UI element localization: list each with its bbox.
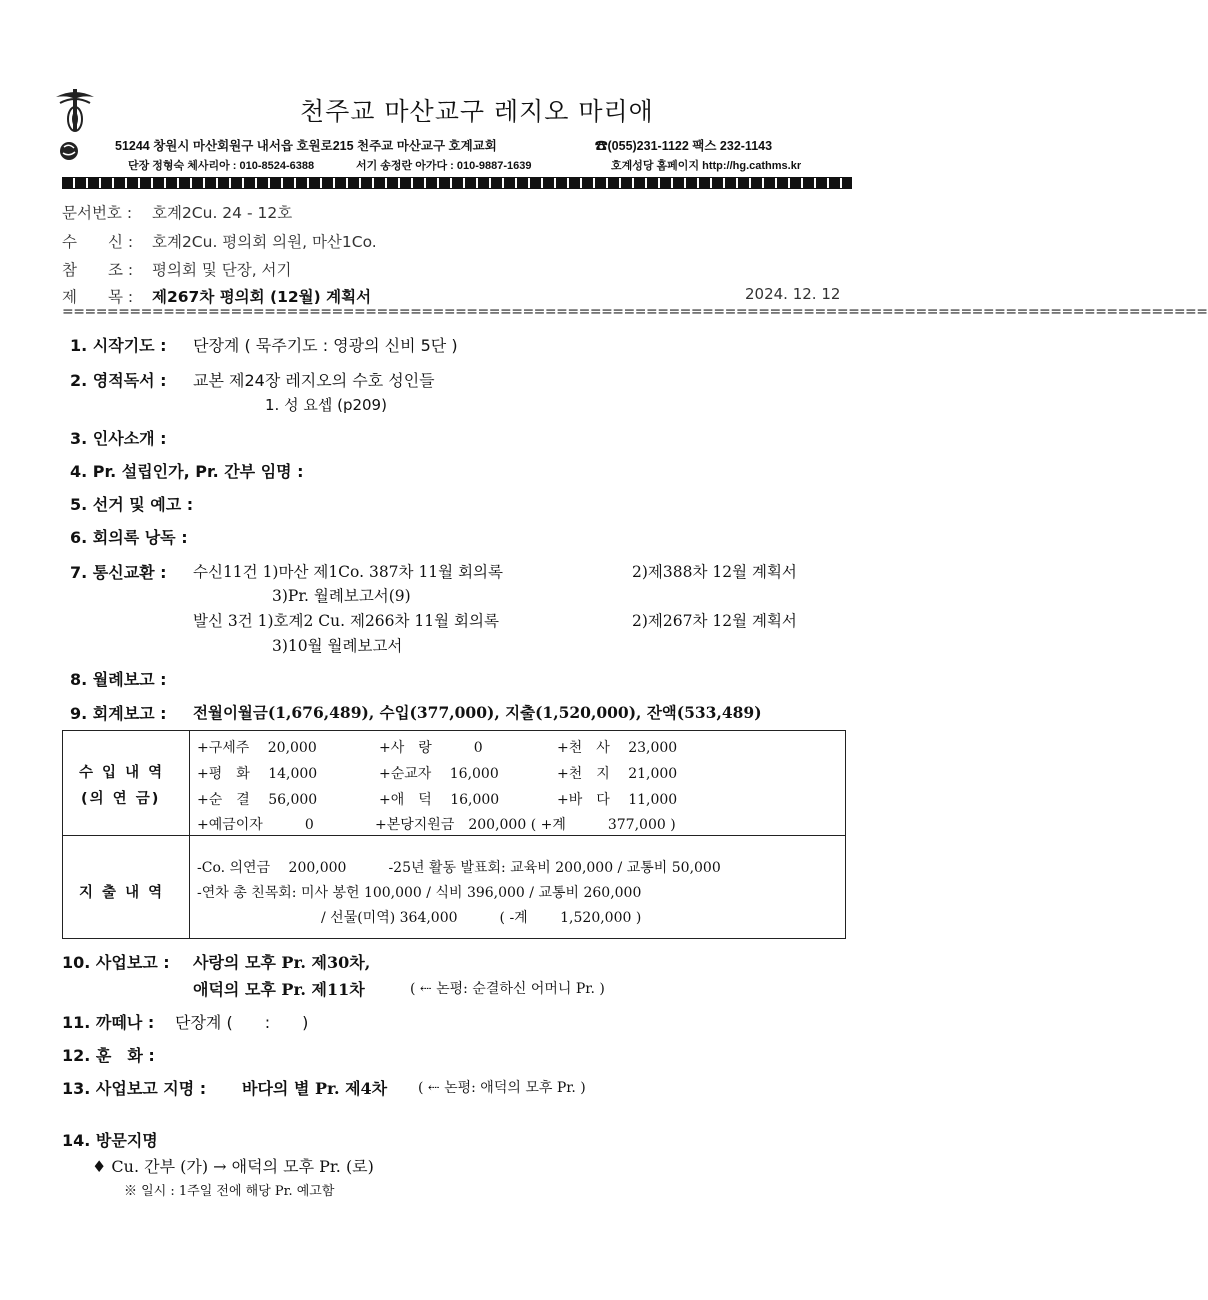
- item-9-value: 전월이월금(1,676,489), 수입(377,000), 지출(1,520,000), 잔액(533,489): [193, 703, 762, 722]
- income-subheader: (의 연 금): [81, 791, 161, 807]
- item-11-value: 단장계 ( : ): [175, 1013, 309, 1032]
- item-7-send-a: 발신 3건 1)호계2 Cu. 제266차 11월 회의록: [193, 612, 499, 630]
- expense-cell: -연차 총 친목회: 미사 봉헌 100,000 / 식비 396,000 / 교통비 260,000: [197, 885, 642, 901]
- item-9-label: 9. 회계보고 :: [70, 704, 167, 723]
- income-cell: +예금이자 0: [197, 817, 314, 833]
- item-1-label: 1. 시작기도 :: [70, 336, 167, 355]
- docno-value: 호계2Cu. 24 - 12호: [152, 204, 293, 222]
- item-10-label: 10. 사업보고 :: [62, 953, 170, 972]
- header-stripe-divider: [62, 177, 852, 189]
- staff-leader-text: 단장 정형숙 체사리아 : 010-8524-6388: [128, 160, 315, 172]
- item-2-value: 교본 제24장 레지오의 수호 성인들: [193, 371, 435, 390]
- income-cell: +사 랑 0: [379, 740, 483, 756]
- item-7-recv-c: 3)Pr. 월례보고서(9): [272, 587, 411, 605]
- staff-secretary-text: 서기 송정란 아가다 : 010-9887-1639: [356, 160, 532, 172]
- item-2-sub: 1. 성 요셉 (p209): [265, 396, 387, 414]
- cc-label: 참 조 :: [62, 261, 134, 279]
- page-title: 천주교 마산교구 레지오 마리애: [300, 97, 654, 126]
- item-4-label: 4. Pr. 설립인가, Pr. 간부 임명 :: [70, 462, 304, 481]
- income-cell: +바 다 11,000: [557, 792, 678, 808]
- cc-value: 평의회 및 단장, 서기: [152, 261, 292, 279]
- item-7-recv-b: 2)제388차 12월 계획서: [632, 563, 797, 581]
- expense-total-cell: / 선물(미역) 364,000 ( -계 1,520,000 ): [321, 910, 642, 926]
- item-7-recv-a: 수신11건 1)마산 제1Co. 387차 11월 회의록: [193, 563, 503, 581]
- income-total-cell: +본당지원금 200,000 ( +계 377,000 ): [375, 817, 676, 833]
- phone-text: ☎(055)231-1122 팩스 232-1143: [595, 139, 773, 153]
- income-header: 수 입 내 역: [79, 765, 165, 781]
- item-7-label: 7. 통신교환 :: [70, 563, 167, 582]
- item-5-label: 5. 선거 및 예고 :: [70, 495, 194, 514]
- address-text: 51244 창원시 마산회원구 내서읍 호원로215 천주교 마산교구 호계교회: [115, 139, 497, 153]
- item-13-comment: ( ⇠ 논평: 애덕의 모후 Pr. ): [418, 1080, 586, 1096]
- income-cell: +순교자 16,000: [379, 766, 499, 782]
- expense-cell: -Co. 의연금 200,000 -25년 활동 발표회: 교육비 200,000 / 교통비 50,000: [197, 860, 721, 876]
- double-rule-divider: ======================================================================================================: [62, 304, 1208, 320]
- item-10-value2: 애덕의 모후 Pr. 제11차: [193, 980, 365, 999]
- accounting-table: [62, 730, 846, 939]
- item-14-note: ※ 일시 : 1주일 전에 해당 Pr. 예고함: [124, 1184, 335, 1199]
- item-10-comment: ( ⇠ 논평: 순결하신 어머니 Pr. ): [410, 981, 605, 997]
- item-13-value: 바다의 별 Pr. 제4차: [242, 1079, 388, 1098]
- item-10-value1: 사랑의 모후 Pr. 제30차,: [193, 953, 371, 972]
- item-2-label: 2. 영적독서 :: [70, 371, 167, 390]
- item-6-label: 6. 회의록 낭독 :: [70, 528, 188, 547]
- docno-label: 문서번호 :: [62, 204, 133, 222]
- income-cell: +평 화 14,000: [197, 766, 318, 782]
- item-3-label: 3. 인사소개 :: [70, 429, 167, 448]
- item-14-value: ♦ Cu. 간부 (가) → 애덕의 모후 Pr. (로): [92, 1157, 374, 1176]
- income-cell: +천 지 21,000: [557, 766, 678, 782]
- income-cell: +구세주 20,000: [197, 740, 317, 756]
- expense-header: 지 출 내 역: [79, 885, 165, 901]
- item-12-label: 12. 훈 화 :: [62, 1046, 155, 1065]
- recipient-value: 호계2Cu. 평의회 의원, 마산1Co.: [152, 233, 377, 251]
- table-col-divider: [189, 731, 190, 938]
- item-8-label: 8. 월례보고 :: [70, 670, 167, 689]
- recipient-label: 수 신 :: [62, 233, 134, 251]
- item-7-send-c: 3)10월 월례보고서: [272, 637, 403, 655]
- item-14-label: 14. 방문지명: [62, 1131, 158, 1150]
- table-row-divider: [63, 835, 845, 836]
- subject-label: 제 목 :: [62, 288, 134, 306]
- homepage-text: 호계성당 홈페이지 http://hg.cathms.kr: [611, 160, 802, 172]
- document-date: 2024. 12. 12: [745, 285, 841, 303]
- legion-emblem-icon: [52, 85, 98, 165]
- item-7-send-b: 2)제267차 12월 계획서: [632, 612, 797, 630]
- item-11-label: 11. 까떼나 :: [62, 1013, 155, 1032]
- subject-value: 제267차 평의회 (12월) 계획서: [152, 288, 372, 306]
- income-cell: +순 결 56,000: [197, 792, 318, 808]
- income-cell: +애 덕 16,000: [379, 792, 500, 808]
- item-1-value: 단장계 ( 묵주기도 : 영광의 신비 5단 ): [193, 336, 458, 355]
- item-13-label: 13. 사업보고 지명 :: [62, 1079, 207, 1098]
- income-cell: +천 사 23,000: [557, 740, 678, 756]
